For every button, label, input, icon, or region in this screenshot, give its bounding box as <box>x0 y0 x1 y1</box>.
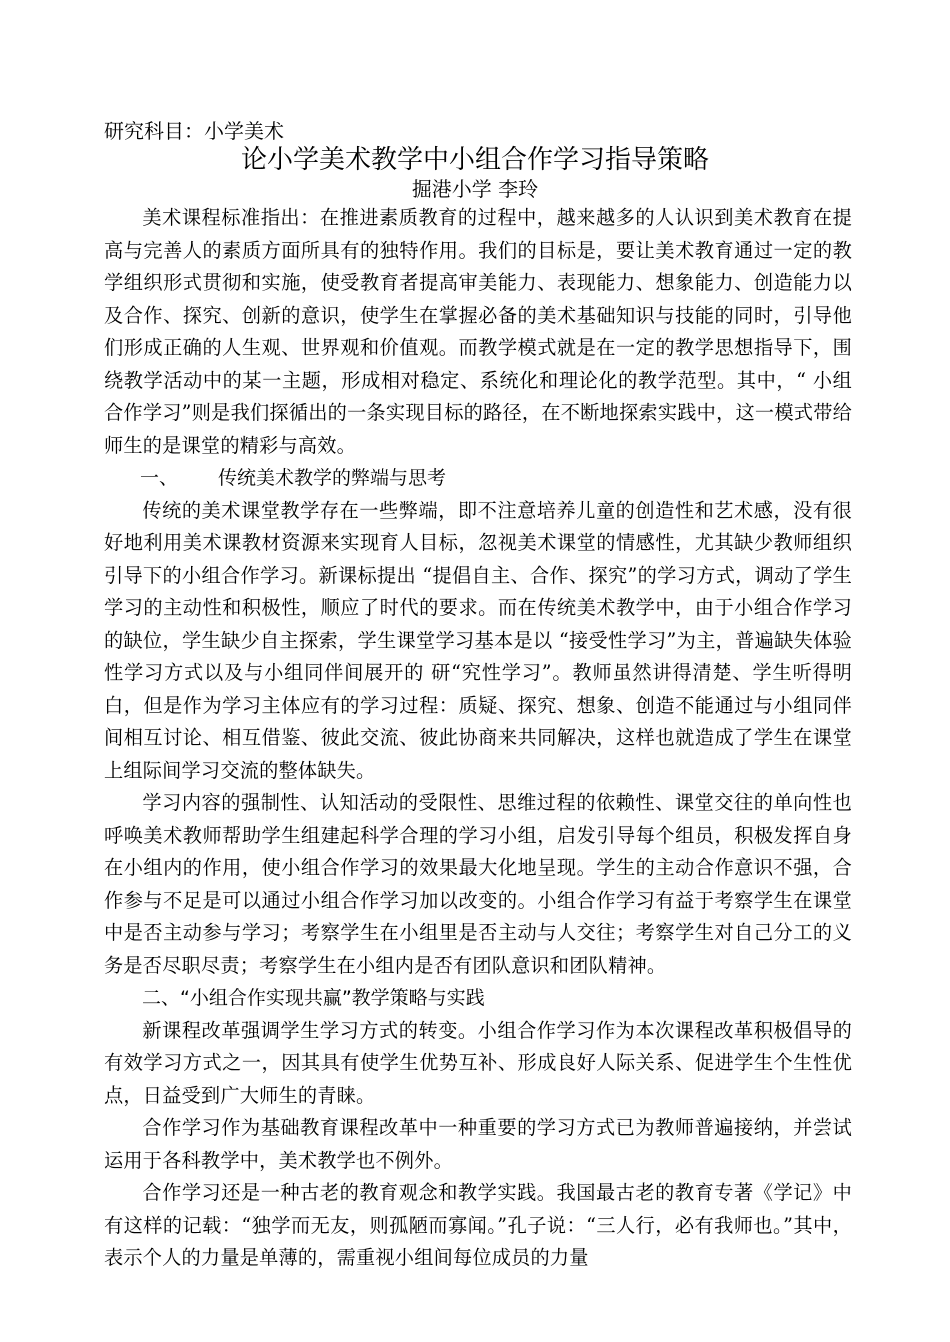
paragraph-intro: 美术课程标准指出：在推进素质教育的过程中，越来越多的人认识到美术教育在提高与完善人的素质方面所具有的独特作用。我们的目标是，要让美术教育通过一定的教学组织形式贯彻和实施，使受教育者提高审美能力、表现能力、想象能力、创造能力以及合作、探究、创新的意识，使学生在掌握必备的美术基础知识与技能的同时，引导他们形成正确的人生观、世界观和价值观。而教学模式就是在一定的教学思想指导下，围绕教学活动中的某一主题，形成相对稳定、系统化和理论化的教学范型。其中，“ 小组合作学习”则是我们探循出的一条实现目标的路径，在不断地探索实践中，这一模式带给师生的是课堂的精彩与高效。 <box>104 206 852 457</box>
paragraph-ancient: 合作学习还是一种古老的教育观念和教学实践。我国最古老的教育专著《学记》中有这样的记载：“独学而无友，则孤陋而寡闻。”孔子说：“三人行，必有我师也。”其中，表示个人的力量是单薄的，需重视小组间每位成员的力量 <box>104 1181 852 1269</box>
paragraph-content: 学习内容的强制性、认知活动的受限性、思维过程的依赖性、课堂交往的单向性也呼唤美术教师帮助学生组建起科学合理的学习小组，启发引导每个组员，积极发挥自身在小组内的作用，使小组合作学习的效果最大化地呈现。学生的主动合作意识不强，合作参与不足是可以通过小组合作学习加以改变的。小组合作学习有益于考察学生在课堂中是否主动参与学习；考察学生在小组里是否主动与人交往；考察学生对自己分工的义务是否尽职尽责；考察学生在小组内是否有团队意识和团队精神。 <box>104 791 852 977</box>
page-title: 论小学美术教学中小组合作学习指导策略 <box>240 145 709 175</box>
section-heading-2: 二、“小组合作实现共赢”教学策略与实践 <box>142 987 485 1009</box>
paragraph-traditional: 传统的美术课堂教学存在一些弊端，即不注意培养儿童的创造性和艺术感，没有很好地利用美术课教材资源来实现育人目标，忽视美术课堂的情感性，尤其缺少教师组织引导下的小组合作学习。新课标提出 “提倡自主、合作、探究”的学习方式，调动了学生学习的主动性和积极性，顺应了时代的要求。而在传统美术教学中，由于小组合作学习的缺位，学生缺少自主探索，学生课堂学习基本是以 “接受性学习”为主，普遍缺失体验性学习方式以及与小组同伴间展开的 研“究性学习”。教师虽然讲得清楚、学生听得明白，但是作为学习主体应有的学习过程：质疑、探究、想象、创造不能通过与小组同伴间相互讨论、相互借鉴、彼此交流、彼此协商来共同解决，这样也就造成了学生在课堂上组际间学习交流的整体缺失。 <box>104 498 852 782</box>
section-number-1: 一、 <box>140 467 179 489</box>
section-heading-1 <box>104 462 852 495</box>
paragraph-cooperation: 合作学习作为基础教育课程改革中一种重要的学习方式已为教师普遍接纳，并尝试运用于各科教学中，美术教学也不例外。 <box>104 1116 852 1172</box>
research-subject: 研究科目：小学美术 <box>104 119 284 143</box>
author-line: 掘港小学 李玲 <box>411 177 539 201</box>
section-title-1: 传统美术教学的弊端与思考 <box>218 467 447 489</box>
document-body <box>104 202 852 1275</box>
paragraph-reform: 新课程改革强调学生学习方式的转变。小组合作学习作为本次课程改革积极倡导的有效学习方式之一，因其具有使学生优势互补、形成良好人际关系、促进学生个生性优点，日益受到广大师生的青睐。 <box>104 1018 852 1107</box>
